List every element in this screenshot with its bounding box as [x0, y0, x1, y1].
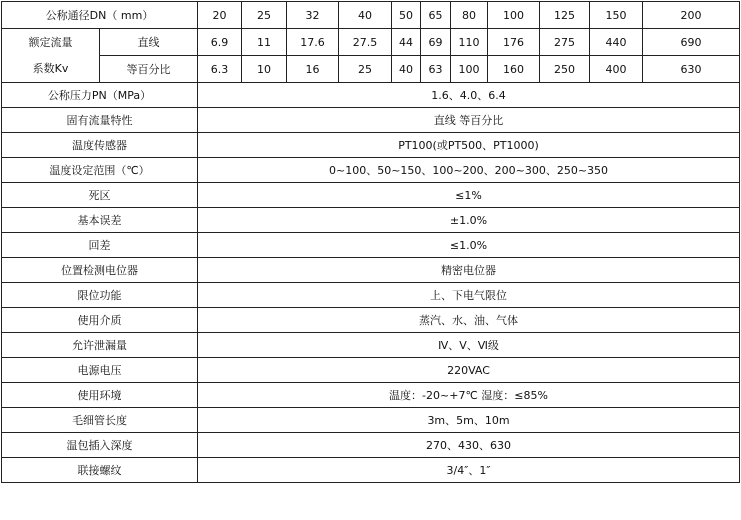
- spec-label: 温度设定范围（℃）: [2, 158, 198, 183]
- spec-value: 上、下电气限位: [198, 283, 740, 308]
- flow-value: 110: [451, 29, 488, 56]
- size-cell: 125: [540, 2, 590, 29]
- spec-value: 0~100、50~150、100~200、200~300、250~350: [198, 158, 740, 183]
- size-cell: 20: [198, 2, 242, 29]
- spec-value: ±1.0%: [198, 208, 740, 233]
- size-cell: 50: [392, 2, 421, 29]
- rated-flow-label: [2, 29, 100, 83]
- flow-type-linear: 直线: [100, 29, 198, 56]
- flow-value: 25: [339, 56, 392, 83]
- spec-label: 公称压力PN（MPa）: [2, 83, 198, 108]
- size-cell: 80: [451, 2, 488, 29]
- spec-row: [2, 308, 740, 333]
- spec-label: 位置检测电位器: [2, 258, 198, 283]
- flow-value: 250: [540, 56, 590, 83]
- flow-value: 400: [590, 56, 643, 83]
- spec-label: 允许泄漏量: [2, 333, 198, 358]
- spec-value: Ⅳ、Ⅴ、Ⅵ级: [198, 333, 740, 358]
- header-label: 公称通径DN（ mm）: [2, 2, 198, 29]
- flow-value: 69: [421, 29, 451, 56]
- flow-value: 63: [421, 56, 451, 83]
- spec-row: [2, 283, 740, 308]
- flow-value: 44: [392, 29, 421, 56]
- flow-value: 10: [242, 56, 287, 83]
- spec-label: 毛细管长度: [2, 408, 198, 433]
- spec-row: [2, 408, 740, 433]
- spec-label: 温包插入深度: [2, 433, 198, 458]
- flow-value: 6.3: [198, 56, 242, 83]
- spec-value: 3/4″、1″: [198, 458, 740, 483]
- flow-value: 16: [287, 56, 339, 83]
- flow-type-equal-percentage: 等百分比: [100, 56, 198, 83]
- spec-row: [2, 458, 740, 483]
- size-cell: 100: [488, 2, 540, 29]
- spec-label: 限位功能: [2, 283, 198, 308]
- spec-label: 使用环境: [2, 383, 198, 408]
- rated-flow-label-line2: 系数Kv: [32, 62, 69, 75]
- spec-value: 精密电位器: [198, 258, 740, 283]
- spec-value: ≤1%: [198, 183, 740, 208]
- spec-row: [2, 258, 740, 283]
- spec-value: 270、430、630: [198, 433, 740, 458]
- spec-value: 直线 等百分比: [198, 108, 740, 133]
- flow-value: 275: [540, 29, 590, 56]
- spec-row: [2, 433, 740, 458]
- spec-label: 电源电压: [2, 358, 198, 383]
- spec-row: [2, 233, 740, 258]
- spec-value: ≤1.0%: [198, 233, 740, 258]
- spec-label: 死区: [2, 183, 198, 208]
- flow-row-linear: [2, 29, 740, 56]
- flow-value: 690: [643, 29, 740, 56]
- size-cell: 200: [643, 2, 740, 29]
- spec-row: [2, 383, 740, 408]
- spec-row: [2, 83, 740, 108]
- spec-row: [2, 333, 740, 358]
- spec-row: [2, 183, 740, 208]
- spec-row: [2, 158, 740, 183]
- size-cell: 150: [590, 2, 643, 29]
- flow-value: 27.5: [339, 29, 392, 56]
- size-cell: 65: [421, 2, 451, 29]
- flow-value: 11: [242, 29, 287, 56]
- spec-row: [2, 108, 740, 133]
- spec-row: [2, 208, 740, 233]
- size-cell: 40: [339, 2, 392, 29]
- spec-row: [2, 358, 740, 383]
- spec-row: [2, 133, 740, 158]
- spec-value: 220VAC: [198, 358, 740, 383]
- spec-label: 温度传感器: [2, 133, 198, 158]
- flow-value: 17.6: [287, 29, 339, 56]
- flow-value: 100: [451, 56, 488, 83]
- spec-label: 基本误差: [2, 208, 198, 233]
- flow-value: 630: [643, 56, 740, 83]
- spec-value: 1.6、4.0、6.4: [198, 83, 740, 108]
- size-cell: 25: [242, 2, 287, 29]
- spec-label: 使用介质: [2, 308, 198, 333]
- spec-label: 固有流量特性: [2, 108, 198, 133]
- flow-value: 6.9: [198, 29, 242, 56]
- flow-value: 160: [488, 56, 540, 83]
- spec-value: 蒸汽、水、油、气体: [198, 308, 740, 333]
- rated-flow-label-line1: 额定流量: [28, 36, 73, 49]
- size-cell: 32: [287, 2, 339, 29]
- flow-value: 176: [488, 29, 540, 56]
- spec-value: 温度：-20~+7℃ 湿度：≤85%: [198, 383, 740, 408]
- spec-table: [1, 1, 740, 483]
- spec-value: 3m、5m、10m: [198, 408, 740, 433]
- header-row: [2, 2, 740, 29]
- flow-row-equal-percentage: [2, 56, 740, 83]
- spec-label: 回差: [2, 233, 198, 258]
- flow-value: 40: [392, 56, 421, 83]
- spec-value: PT100(或PT500、PT1000): [198, 133, 740, 158]
- flow-value: 440: [590, 29, 643, 56]
- spec-label: 联接螺纹: [2, 458, 198, 483]
